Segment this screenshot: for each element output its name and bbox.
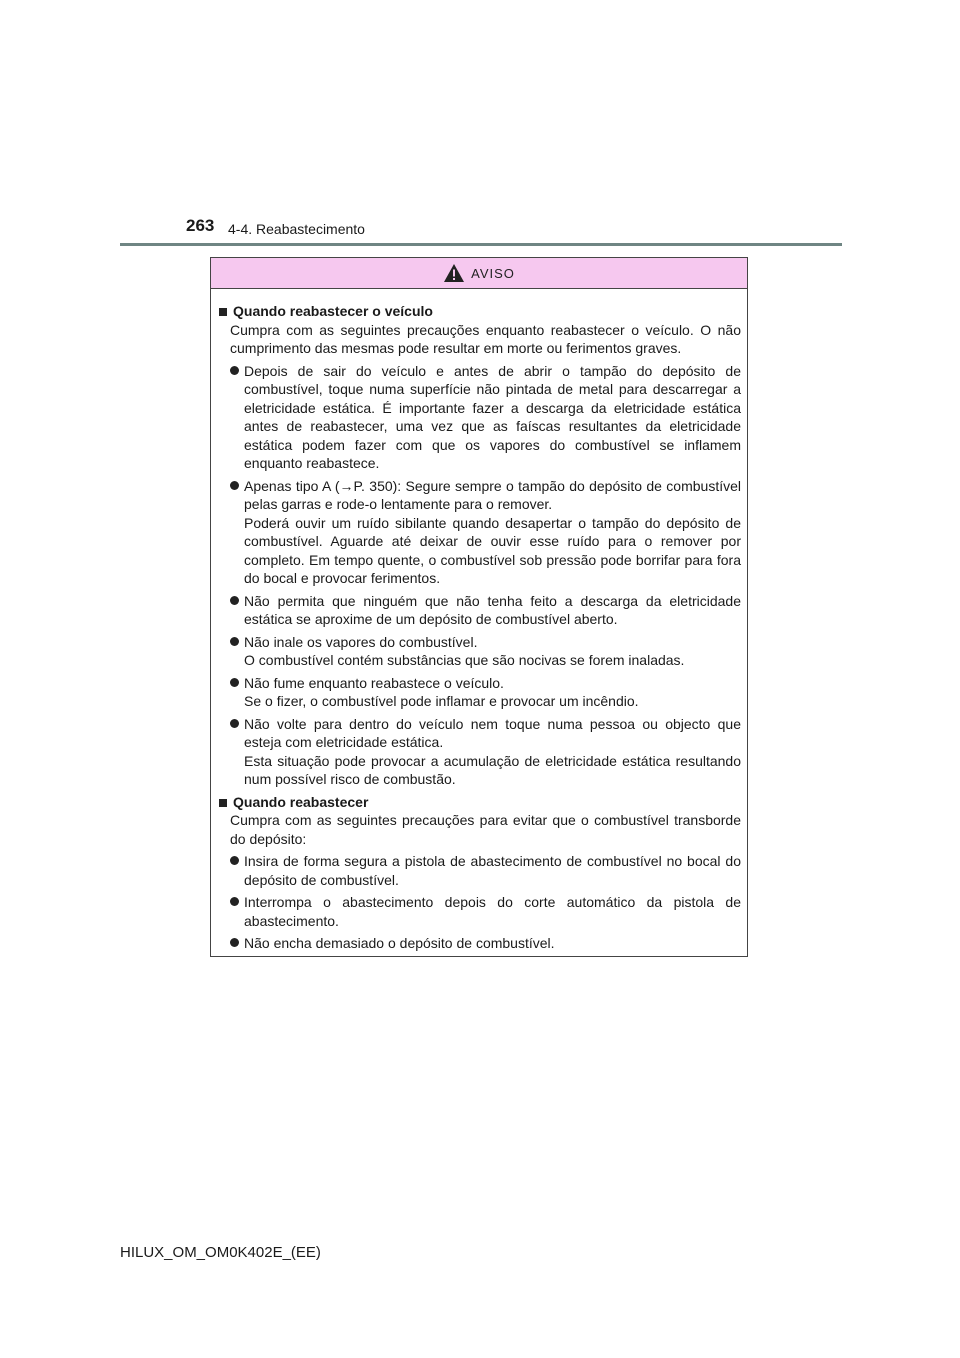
list-item: Não fume enquanto reabastece o veículo. Se o fizer, o combustível pode inflamar e provocar um incêndio. xyxy=(219,674,741,711)
warning-triangle-icon xyxy=(443,263,465,283)
topic-intro: Cumpra com as seguintes precauções para evitar que o combustível transborde do depósito: xyxy=(230,812,741,847)
warning-box xyxy=(210,257,748,957)
bullet-dot-icon xyxy=(230,596,239,605)
page-number: 263 xyxy=(186,216,215,235)
list-item: Não volte para dentro do veículo nem toque numa pessoa ou objecto que esteja com eletricidade estática. Esta situação pode provocar a acumulação de eletricidade estática resultando num possível risco de combustão. xyxy=(219,715,741,789)
bullet-dot-icon xyxy=(230,938,239,947)
warning-label: AVISO xyxy=(471,265,515,281)
bullet-dot-icon xyxy=(230,897,239,906)
bullet-dot-icon xyxy=(230,481,239,490)
footer-doc-code: HILUX_OM_OM0K402E_(EE) xyxy=(120,1244,321,1261)
bullet-dot-icon xyxy=(230,856,239,865)
header-rule xyxy=(120,243,842,246)
topic-refueling-vehicle xyxy=(219,302,741,789)
list-item: Insira de forma segura a pistola de abastecimento de combustível no bocal do depósito de combustível. xyxy=(219,852,741,889)
list-item: Não inale os vapores do combustível. O combustível contém substâncias que são nocivas se forem inaladas. xyxy=(219,633,741,670)
warning-body xyxy=(211,289,747,953)
list-item: Depois de sair do veículo e antes de abrir o tampão do depósito de combustível, toque numa superfície não pintada de metal para descarregar a eletricidade estática. É importante fazer a descarga da eletricidade estática antes de reabastecer, uma vez que as faíscas resultantes da eletricidade estática podem fazer com que os vapores do combustível se inflamem enquanto reabastece. xyxy=(219,362,741,473)
list-item: Apenas tipo A (→P. 350): Segure sempre o tampão do depósito de combustível pelas garras e rode-o lentamente para o remover. Poderá ouvir um ruído sibilante quando desapertar o tampão do depósito de combustível. Aguarde até deixar de ouvir esse ruído para o remover por completo. Em tempo quente, o combustível sob pressão pode borrifar para fora do bocal e provocar ferimentos. xyxy=(219,477,741,588)
bullet-dot-icon xyxy=(230,637,239,646)
topic-refueling xyxy=(219,793,741,953)
square-bullet-icon xyxy=(219,308,227,316)
list-item: Interrompa o abastecimento depois do corte automático da pistola de abastecimento. xyxy=(219,893,741,930)
bullet-dot-icon xyxy=(230,719,239,728)
topic-intro: Cumpra com as seguintes precauções enquanto reabastecer o veículo. O não cumprimento das mesmas pode resultar em morte ou ferimentos graves. xyxy=(230,321,741,356)
topic-title: Quando reabastecer xyxy=(219,793,741,812)
warning-header xyxy=(211,258,747,289)
topic-title: Quando reabastecer o veículo xyxy=(219,302,741,321)
bullet-dot-icon xyxy=(230,366,239,375)
square-bullet-icon xyxy=(219,799,227,807)
bullet-dot-icon xyxy=(230,678,239,687)
section-title: 4-4. Reabastecimento xyxy=(228,221,365,237)
list-item: Não permita que ninguém que não tenha feito a descarga da eletricidade estática se aproxime de um depósito de combustível aberto. xyxy=(219,592,741,629)
list-item: Não encha demasiado o depósito de combustível. xyxy=(219,934,741,953)
